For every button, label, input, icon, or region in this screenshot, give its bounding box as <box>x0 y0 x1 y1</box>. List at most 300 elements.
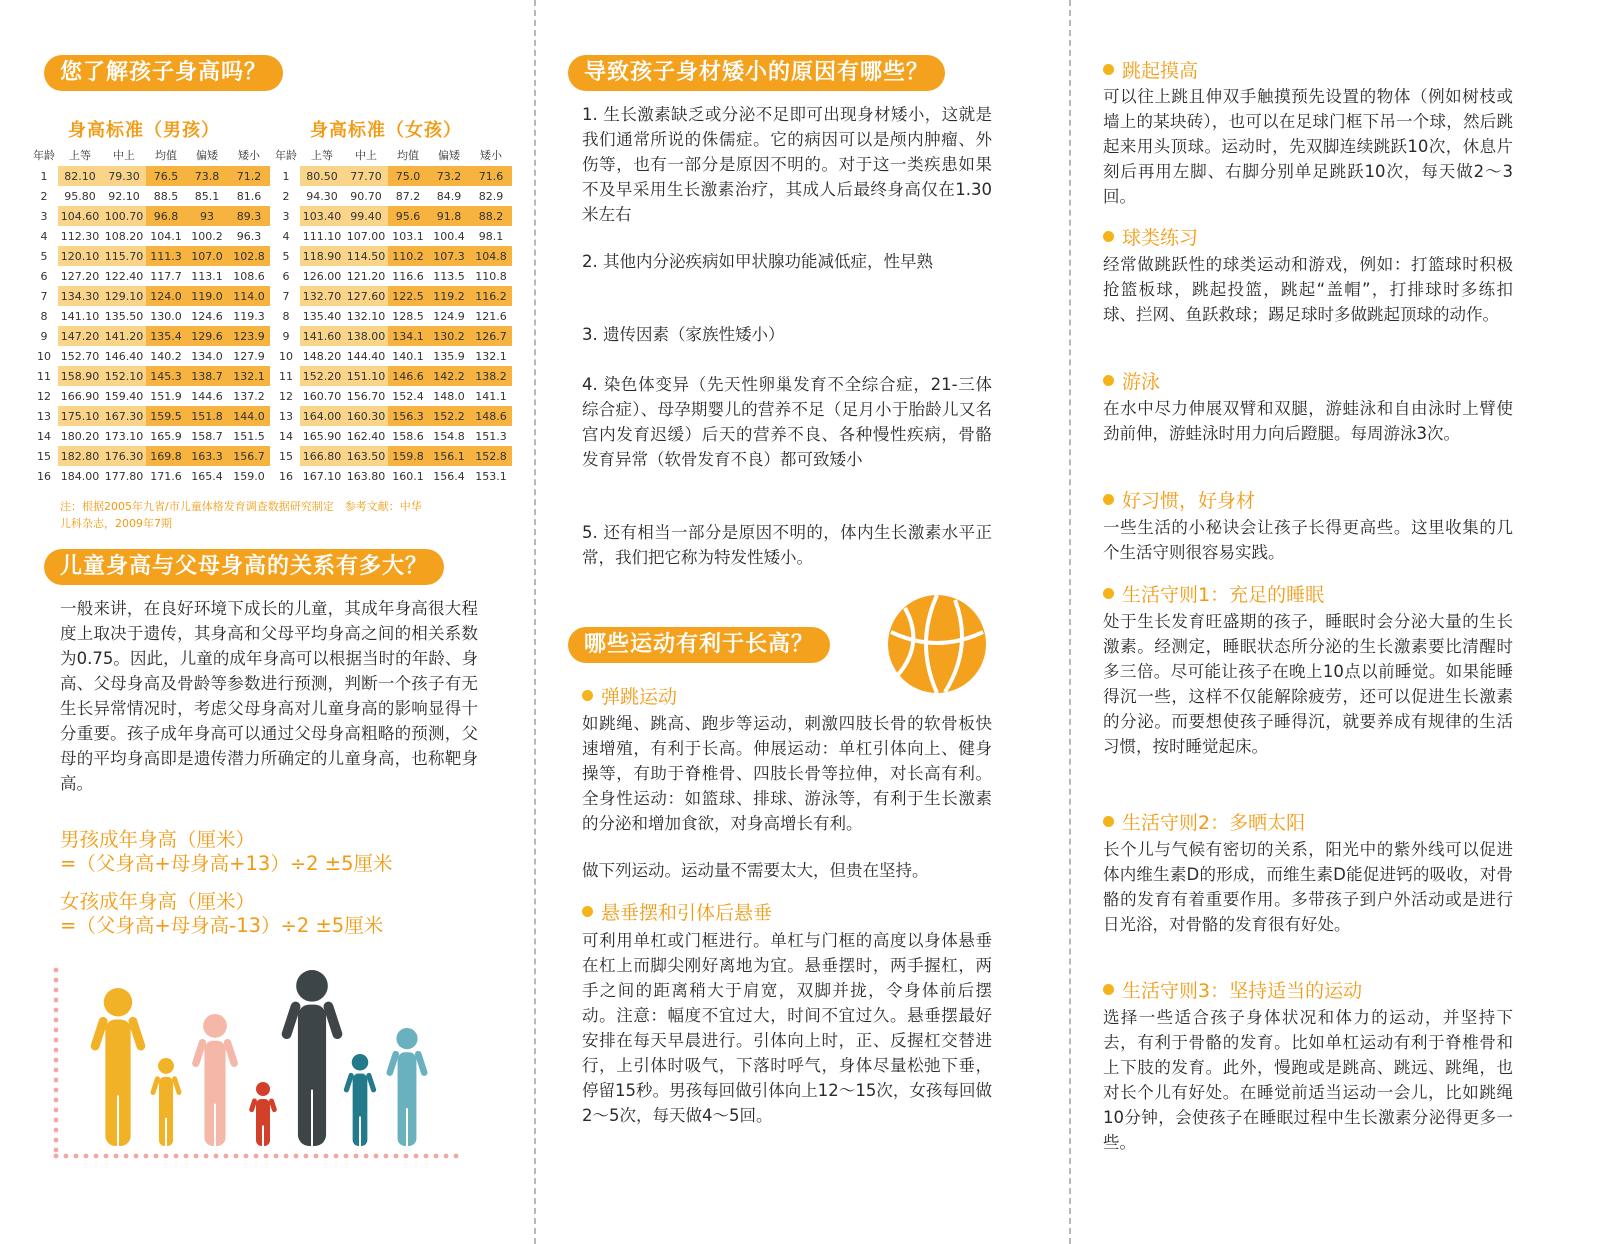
girls-table-cell: 121.6 <box>475 309 507 323</box>
column-causes-exercises <box>540 0 1060 1244</box>
girls-table-cell: 135.9 <box>433 349 465 363</box>
axis-dot <box>344 1154 349 1159</box>
axis-dot <box>84 1154 89 1159</box>
axis-dot <box>364 1154 369 1159</box>
girls-table-cell: 75.0 <box>388 166 428 186</box>
girls-table-cell: 126.00 <box>302 269 342 283</box>
axis-dot <box>414 1154 419 1159</box>
tip-3-title: 游泳 <box>1103 369 1160 395</box>
axis-dot <box>54 1108 59 1113</box>
axis-dot <box>54 968 59 973</box>
boys-table-cell: 85.1 <box>194 189 220 203</box>
boys-table-cell: 141.10 <box>60 309 100 323</box>
boys-table-cell: 92.10 <box>108 189 140 203</box>
boys-table-cell: 134.30 <box>58 286 102 306</box>
exercise-1-note: 做下列运动。运动量不需要太大，但贵在坚持。 <box>582 861 929 880</box>
boys-table-cell: 93 <box>186 206 228 226</box>
family-height-figures <box>50 966 470 1166</box>
girls-table-cell: 144.40 <box>346 349 386 363</box>
axis-dot <box>254 1154 259 1159</box>
boys-table-row <box>30 286 270 306</box>
table-note-line1: 注：根据2005年九省/市儿童体格发育调查数据研究制定 参考文献：中华 <box>60 500 422 513</box>
bullet-dot-icon <box>582 690 593 701</box>
girls-table-cell: 10 <box>279 349 293 363</box>
boys-table-cell: 1 <box>40 169 48 183</box>
axis-dot <box>104 1154 109 1159</box>
girls-table-cell: 91.8 <box>428 206 470 226</box>
girl-formula-title: 女孩成年身高（厘米） <box>60 890 256 913</box>
axis-dot <box>334 1154 339 1159</box>
girls-table-cell: 110.8 <box>475 269 507 283</box>
girls-table-cell: 4 <box>282 229 290 243</box>
column-tips <box>1075 0 1600 1244</box>
girls-table-cell: 77.70 <box>344 166 388 186</box>
axis-dot <box>434 1154 439 1159</box>
girls-table-cell: 2 <box>282 189 290 203</box>
boys-table-header-cell: 均值 <box>155 149 177 162</box>
girls-table-cell: 103.40 <box>300 206 344 226</box>
girls-table-header-cell: 偏矮 <box>438 149 460 162</box>
boys-table-cell: 117.7 <box>150 269 182 283</box>
girls-table-cell: 132.1 <box>475 349 507 363</box>
girls-table-cell: 140.1 <box>392 349 424 363</box>
girls-table-cell: 135.40 <box>302 309 342 323</box>
girl-formula-expression: =（父身高+母身高-13）÷2 ±5厘米 <box>60 914 384 937</box>
boys-table-row <box>30 346 270 366</box>
girls-table-cell: 124.9 <box>433 309 465 323</box>
boys-table-title: 身高标准（男孩） <box>68 120 220 141</box>
boys-table-cell: 76.5 <box>146 166 186 186</box>
exercise-1-title: 弹跳运动 <box>582 684 677 710</box>
boys-table-cell: 100.2 <box>191 229 223 243</box>
boys-table-cell: 113.1 <box>191 269 223 283</box>
boys-table-cell: 159.0 <box>233 469 265 483</box>
tip-6-text: 长个儿与气候有密切的关系，阳光中的紫外线可以促进体内维生素D的形成，而维生素D能促进钙的吸收，对骨骼的发育有着重要作用。多带孩子到户外活动或是进行日光浴，对骨骼的发育很有好处。 <box>1103 840 1513 934</box>
axis-dot <box>94 1154 99 1159</box>
boy-formula <box>60 828 500 876</box>
boys-table-cell: 13 <box>37 409 51 423</box>
table-note <box>60 498 500 532</box>
boys-table-cell: 124.6 <box>191 309 223 323</box>
girls-table-cell: 158.6 <box>392 429 424 443</box>
axis-dot <box>54 1088 59 1093</box>
figure-child-icon <box>150 1058 182 1146</box>
girls-table-cell: 118.90 <box>300 246 344 266</box>
tip-3-text: 在水中尽力伸展双臂和双腿，游蛙泳和自由泳时上臂使劲前伸，游蛙泳时用力向后蹬腿。每周游泳3次。 <box>1103 399 1513 443</box>
girls-table-cell: 138.00 <box>344 326 388 346</box>
girls-table-row <box>272 266 512 286</box>
axis-dot <box>424 1154 429 1159</box>
boys-table-cell: 120.10 <box>58 246 102 266</box>
cause-3: 3. 遗传因素（家族性矮小） <box>582 325 785 344</box>
axis-dot <box>54 988 59 993</box>
girl-formula <box>60 890 500 938</box>
boys-table-cell: 12 <box>37 389 51 403</box>
column-divider-right <box>1069 0 1071 1244</box>
girls-table-cell: 160.70 <box>302 389 342 403</box>
girls-table-row <box>272 186 512 206</box>
boys-table-cell: 135.50 <box>104 309 144 323</box>
basketball-icon <box>885 592 989 696</box>
girls-table-cell: 152.8 <box>470 446 512 466</box>
boys-table-cell: 112.30 <box>60 229 100 243</box>
girls-table-cell: 148.20 <box>302 349 342 363</box>
boys-table-cell: 115.70 <box>102 246 146 266</box>
boys-table-cell: 81.6 <box>236 189 262 203</box>
girls-table-cell: 95.6 <box>388 206 428 226</box>
girls-table-cell: 156.1 <box>428 446 470 466</box>
girls-table-cell: 8 <box>282 309 290 323</box>
boys-table-header-cell: 中上 <box>113 149 135 162</box>
boys-table-cell: 141.20 <box>102 326 146 346</box>
axis-dot <box>54 1058 59 1063</box>
axis-dot <box>54 1078 59 1083</box>
axis-dot <box>324 1154 329 1159</box>
boys-table-cell: 167.30 <box>102 406 146 426</box>
axis-dot <box>74 1154 79 1159</box>
girls-table-cell: 121.20 <box>346 269 386 283</box>
boys-height-table <box>30 144 270 486</box>
axis-dot <box>374 1154 379 1159</box>
axis-dot <box>54 1028 59 1033</box>
boys-table-cell: 104.60 <box>58 206 102 226</box>
axis-dot <box>214 1154 219 1159</box>
boys-table-cell: 5 <box>40 249 48 263</box>
girls-table-cell: 159.8 <box>388 446 428 466</box>
girls-table-cell: 1 <box>282 169 290 183</box>
girls-table-row <box>272 246 512 266</box>
girls-table-cell: 156.3 <box>388 406 428 426</box>
tip-2-text: 经常做跳跃性的球类运动和游戏，例如：打篮球时积极抢篮板球，跳起投篮，跳起“盖帽”，打排球时多练扣球、拦网、鱼跃救球；踢足球时多做跳起顶球的动作。 <box>1103 255 1513 324</box>
boys-table-cell: 152.10 <box>102 366 146 386</box>
boys-table-cell: 122.40 <box>104 269 144 283</box>
boys-table-row <box>30 466 270 486</box>
tip-5-text: 处于生长发育旺盛期的孩子，睡眠时会分泌大量的生长激素。经测定，睡眠状态所分泌的生长激素要比清醒时多三倍。尽可能让孩子在晚上10点以前睡觉。如果能睡得沉一些，这样不仅能解除疲劳，还可以促进生长激素的分泌。而要想使孩子睡得沉，就要养成有规律的生活习惯，按时睡觉起床。 <box>1103 612 1513 756</box>
boys-table-cell: 111.3 <box>146 246 186 266</box>
girls-table-cell: 99.40 <box>344 206 388 226</box>
boys-table-cell: 124.0 <box>146 286 186 306</box>
axis-dot <box>54 978 59 983</box>
girls-table-cell: 111.10 <box>302 229 342 243</box>
axis-dot <box>114 1154 119 1159</box>
axis-dot <box>54 1154 59 1159</box>
boys-table-cell: 96.8 <box>146 206 186 226</box>
boys-table-cell: 104.1 <box>150 229 182 243</box>
girls-table-cell: 160.1 <box>392 469 424 483</box>
girls-table-cell: 146.6 <box>388 366 428 386</box>
boys-table-cell: 132.1 <box>228 366 270 386</box>
girls-table-row <box>272 326 512 346</box>
girls-table-cell: 148.6 <box>470 406 512 426</box>
axis-dot <box>54 1008 59 1013</box>
boys-table-cell: 138.7 <box>186 366 228 386</box>
girls-table-cell: 14 <box>279 429 293 443</box>
girls-table-cell: 71.6 <box>470 166 512 186</box>
girls-table-row <box>272 346 512 366</box>
girls-table-cell: 94.30 <box>306 189 338 203</box>
exercise-2-title: 悬垂摆和引体后悬垂 <box>582 900 772 926</box>
axis-dot <box>154 1154 159 1159</box>
heading-growth-exercises: 哪些运动有利于长高？ <box>568 627 830 663</box>
boys-table-cell: 96.3 <box>236 229 262 243</box>
boys-table-cell: 100.70 <box>102 206 146 226</box>
girls-table-cell: 122.5 <box>388 286 428 306</box>
axis-dot <box>314 1154 319 1159</box>
bullet-dot-icon <box>1103 816 1114 827</box>
girls-table-cell: 12 <box>279 389 293 403</box>
girls-table-cell: 103.1 <box>392 229 424 243</box>
girls-table-row <box>272 286 512 306</box>
boys-table-cell: 152.70 <box>60 349 100 363</box>
cause-5: 5. 还有相当一部分是原因不明的，体内生长激素水平正常，我们把它称为特发性矮小。 <box>582 523 992 567</box>
boys-table-cell: 158.90 <box>58 366 102 386</box>
boys-table-cell: 173.10 <box>104 429 144 443</box>
girls-table-cell: 80.50 <box>300 166 344 186</box>
tip-7-text: 选择一些适合孩子身体状况和体力的运动，并坚持下去，有利于骨骼的发育。比如单杠运动有利于脊椎骨和上下肢的发育。此外，慢跑或是跳高、跳远、跳绳，也对长个儿有好处。在睡觉前适当运动一会儿，比如跳绳10分钟，会使孩子在睡眠过程中生长激素分泌得更多一些。 <box>1103 1008 1513 1152</box>
girls-table-header-cell: 上等 <box>311 149 333 162</box>
boys-table-cell: 4 <box>40 229 48 243</box>
girls-table-cell: 127.60 <box>344 286 388 306</box>
axis-dot <box>244 1154 249 1159</box>
boys-table-cell: 102.8 <box>228 246 270 266</box>
bullet-dot-icon <box>1103 375 1114 386</box>
girls-table-cell: 114.50 <box>344 246 388 266</box>
bullet-dot-icon <box>582 906 593 917</box>
girls-table-cell: 156.70 <box>346 389 386 403</box>
axis-dot <box>54 1118 59 1123</box>
axis-dot <box>284 1154 289 1159</box>
girls-table-header-cell: 中上 <box>355 149 377 162</box>
girls-table-cell: 104.8 <box>470 246 512 266</box>
boys-table-cell: 144.6 <box>191 389 223 403</box>
boy-formula-title: 男孩成年身高（厘米） <box>60 828 256 851</box>
boys-table-row <box>30 366 270 386</box>
girls-table-header-cell: 矮小 <box>480 149 502 162</box>
boys-table-cell: 130.0 <box>150 309 182 323</box>
column-divider-left <box>534 0 536 1244</box>
boys-table-cell: 6 <box>40 269 48 283</box>
girls-table-cell: 113.5 <box>433 269 465 283</box>
bullet-dot-icon <box>1103 494 1114 505</box>
girls-table-cell: 82.9 <box>478 189 504 203</box>
girls-table-cell: 141.60 <box>300 326 344 346</box>
tip-1-title: 跳起摸高 <box>1103 58 1198 84</box>
boys-table-cell: 7 <box>40 289 48 303</box>
boys-table-cell: 151.5 <box>233 429 265 443</box>
axis-dot <box>54 1098 59 1103</box>
boys-table-cell: 15 <box>37 449 51 463</box>
girls-table-cell: 100.4 <box>433 229 465 243</box>
girls-table-cell: 163.50 <box>344 446 388 466</box>
bullet-dot-icon <box>1103 588 1114 599</box>
boys-table-cell: 16 <box>37 469 51 483</box>
girls-table-cell: 142.2 <box>428 366 470 386</box>
boys-table-cell: 119.3 <box>233 309 265 323</box>
cause-1: 1. 生长激素缺乏或分泌不足即可出现身材矮小，这就是我们通常所说的侏儒症。它的病因可以是颅内肿瘤、外伤等，也有一部分是原因不明的。对于这一类疾患如果不及早采用生长激素治疗，其成人后最终身高仅在1.30米左右 <box>582 105 992 224</box>
boys-table-cell: 180.20 <box>60 429 100 443</box>
axis-dot <box>54 1148 59 1153</box>
boys-table-cell: 108.20 <box>104 229 144 243</box>
figure-adult-tall-icon <box>280 970 343 1146</box>
boys-table-row <box>30 426 270 446</box>
axis-dot <box>404 1154 409 1159</box>
girls-table-cell: 88.2 <box>470 206 512 226</box>
boys-table-cell: 137.2 <box>233 389 265 403</box>
heading-short-stature-causes: 导致孩子身材矮小的原因有哪些？ <box>568 55 945 91</box>
boys-table-cell: 147.20 <box>58 326 102 346</box>
boys-table-row <box>30 446 270 466</box>
girls-table-cell: 73.2 <box>428 166 470 186</box>
boys-table-cell: 166.90 <box>60 389 100 403</box>
girls-table-row <box>272 386 512 406</box>
axis-dot <box>54 998 59 1003</box>
boys-table-cell: 165.9 <box>150 429 182 443</box>
girls-table-cell: 84.9 <box>436 189 462 203</box>
girls-table-title: 身高标准（女孩） <box>310 120 462 141</box>
boys-table-cell: 89.3 <box>228 206 270 226</box>
axis-dot <box>124 1154 129 1159</box>
girls-table-cell: 13 <box>279 409 293 423</box>
girls-table-cell: 151.3 <box>475 429 507 443</box>
girls-table-cell: 163.80 <box>346 469 386 483</box>
boys-table-cell: 146.40 <box>104 349 144 363</box>
boys-table-cell: 165.4 <box>191 469 223 483</box>
girls-table-cell: 134.1 <box>388 326 428 346</box>
tip-4-text: 一些生活的小秘诀会让孩子长得更高些。这里收集的几个生活守则很容易实践。 <box>1103 518 1513 562</box>
boys-table-cell: 107.0 <box>186 246 228 266</box>
boys-table-cell: 156.7 <box>228 446 270 466</box>
boys-table-header-cell: 上等 <box>69 149 91 162</box>
tip-7-title: 生活守则3：坚持适当的运动 <box>1103 978 1362 1004</box>
figure-child-icon <box>343 1054 377 1146</box>
boys-table-cell: 119.0 <box>186 286 228 306</box>
boys-table-cell: 127.20 <box>60 269 100 283</box>
girls-height-table <box>272 144 512 486</box>
boys-table-cell: 82.10 <box>58 166 102 186</box>
cause-2: 2. 其他内分泌疾病如甲状腺功能减低症，性早熟 <box>582 252 933 271</box>
girls-table-cell: 90.70 <box>350 189 382 203</box>
boys-table-cell: 159.5 <box>146 406 186 426</box>
boys-table-cell: 71.2 <box>228 166 270 186</box>
boys-table-row <box>30 186 270 206</box>
girls-table-cell: 110.2 <box>388 246 428 266</box>
axis-dot <box>144 1154 149 1159</box>
girls-table-cell: 87.2 <box>395 189 421 203</box>
girls-table-cell: 151.10 <box>344 366 388 386</box>
girls-table-cell: 160.30 <box>344 406 388 426</box>
axis-dot <box>164 1154 169 1159</box>
axis-dot <box>204 1154 209 1159</box>
girls-table-row <box>272 306 512 326</box>
column-height-standards <box>0 0 530 1244</box>
axis-dot <box>444 1154 449 1159</box>
figure-adult-icon <box>90 988 147 1146</box>
heading-parent-height-relation: 儿童身高与父母身高的关系有多大？ <box>44 549 444 585</box>
boys-table-cell: 144.0 <box>228 406 270 426</box>
girls-table-cell: 11 <box>279 369 293 383</box>
axis-dot <box>274 1154 279 1159</box>
girls-table-cell: 132.10 <box>346 309 386 323</box>
boys-table-cell: 9 <box>40 329 48 343</box>
girls-table-row <box>272 426 512 446</box>
girls-table-header-cell: 年龄 <box>275 149 297 162</box>
girls-table-row <box>272 226 512 246</box>
axis-dot <box>54 1048 59 1053</box>
axis-dot <box>224 1154 229 1159</box>
axis-dot <box>454 1154 459 1159</box>
boys-table-row <box>30 206 270 226</box>
boys-table-cell: 88.5 <box>153 189 179 203</box>
girls-table-cell: 98.1 <box>478 229 504 243</box>
girls-table-cell: 148.0 <box>433 389 465 403</box>
boys-table-row <box>30 166 270 186</box>
girls-table-cell: 138.2 <box>470 366 512 386</box>
girls-table-row <box>272 446 512 466</box>
axis-dot <box>54 1038 59 1043</box>
girls-table-cell: 152.2 <box>428 406 470 426</box>
heading-know-child-height: 您了解孩子身高吗？ <box>44 55 283 91</box>
tip-4-title: 好习惯，好身材 <box>1103 488 1255 514</box>
bullet-dot-icon <box>1103 231 1114 242</box>
boys-table-cell: 127.9 <box>233 349 265 363</box>
boys-table-row <box>30 246 270 266</box>
bullet-dot-icon <box>1103 64 1114 75</box>
boys-table-cell: 14 <box>37 429 51 443</box>
bullet-dot-icon <box>1103 984 1114 995</box>
boys-table-row <box>30 306 270 326</box>
boys-table-cell: 182.80 <box>58 446 102 466</box>
boys-table-cell: 169.8 <box>146 446 186 466</box>
tip-5-title: 生活守则1：充足的睡眠 <box>1103 582 1324 608</box>
boys-table-cell: 10 <box>37 349 51 363</box>
axis-dot <box>54 1068 59 1073</box>
girls-table-row <box>272 206 512 226</box>
axis-dot <box>64 1154 69 1159</box>
girls-table-cell: 152.20 <box>300 366 344 386</box>
boys-table-cell: 145.3 <box>146 366 186 386</box>
girls-table-cell: 16 <box>279 469 293 483</box>
boys-table-row <box>30 326 270 346</box>
girls-table-cell: 7 <box>282 289 290 303</box>
axis-dot <box>54 1018 59 1023</box>
exercise-1-text: 如跳绳、跳高、跑步等运动，刺激四肢长骨的软骨板快速增殖，有利于长高。伸展运动：单杠引体向上、健身操等，有助于脊椎骨、四肢长骨等拉伸，对长高有利。全身性运动：如篮球、排球、游泳等，有利于生长激素的分泌和增加食欲，对身高增长有利。 <box>582 714 992 833</box>
girls-table-cell: 156.4 <box>433 469 465 483</box>
boys-table-cell: 2 <box>40 189 48 203</box>
girls-table-header-cell: 均值 <box>397 149 419 162</box>
boys-table-cell: 108.6 <box>233 269 265 283</box>
tip-1-text: 可以往上跳且伸双手触摸预先设置的物体（例如树枝或墙上的某块砖），也可以在足球门框下吊一个球，然后跳起来用头顶球。运动时，先双脚连续跳跃10次，休息片刻后再用左脚、右脚分别单足跳跃10次，每天做2～3回。 <box>1103 87 1513 206</box>
axis-dot <box>354 1154 359 1159</box>
boys-table-cell: 79.30 <box>102 166 146 186</box>
boys-table-cell: 134.0 <box>191 349 223 363</box>
boys-table-row <box>30 386 270 406</box>
table-note-line2: 儿科杂志，2009年7期 <box>60 517 172 530</box>
girls-table-cell: 154.8 <box>433 429 465 443</box>
heredity-paragraph: 一般来讲，在良好环境下成长的儿童，其成年身高很大程度上取决于遗传，其身高和父母平均身高之间的相关系数为0.75。因此，儿童的成年身高可以根据当时的年龄、身高、父母身高及骨龄等参数进行预测，判断一个孩子有无生长异常情况时，考虑父母身高对儿童身高的影响显得十分重要。孩子成年身高可以通过父母身高粗略的预测，父母的平均身高即是遗传潜力所确定的儿童身高，也称靶身高。 <box>60 599 478 793</box>
girls-table-row <box>272 166 512 186</box>
boys-table-cell: 175.10 <box>58 406 102 426</box>
axis-dot <box>234 1154 239 1159</box>
boys-table-header-cell: 矮小 <box>238 149 260 162</box>
axis-dot <box>294 1154 299 1159</box>
boys-table-header-cell: 偏矮 <box>196 149 218 162</box>
girls-table-cell: 164.00 <box>300 406 344 426</box>
girls-table-cell: 166.80 <box>300 446 344 466</box>
girls-table-row <box>272 366 512 386</box>
girls-table-cell: 128.5 <box>392 309 424 323</box>
tip-2-title: 球类练习 <box>1103 225 1198 251</box>
boys-table-row <box>30 226 270 246</box>
